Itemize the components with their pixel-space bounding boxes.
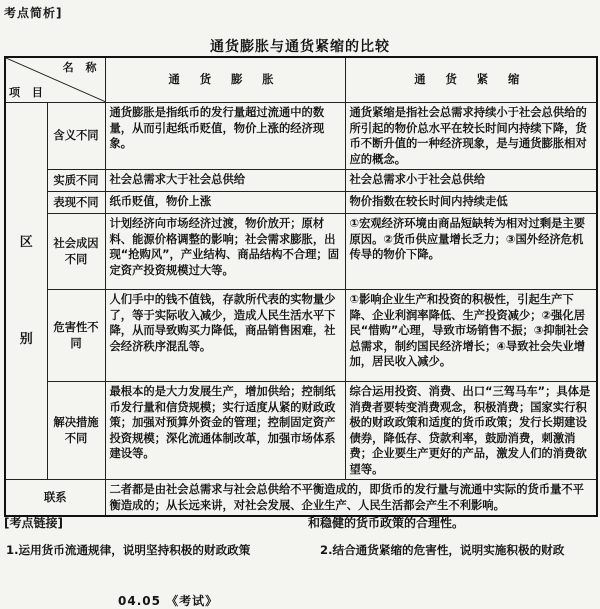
column-header-deflation: 通 货 紧 缩	[345, 57, 597, 103]
comparison-table	[4, 56, 598, 517]
inflation-cell: 最根本的是大力发展生产，增加供给；控制纸币发行量和信贷规模；实行适度从紧的财政政策；加强对预算外资金的管理；控制固定资产投资规模；深化流通体制改革，加强市场体系建设等。	[105, 382, 345, 480]
deflation-cell: 综合运用投资、消费、出口“三驾马车”；具体是消费者要转变消费观念，积极消费；国家实行积极的财政政策和适度的货币政策；发行长期建设债券，降低存、贷款利率，鼓励消费，刺激消费；企业要生产更好的产品，激发人们的消费欲望等。	[345, 382, 597, 480]
section-label: 考点简析]	[4, 6, 63, 20]
table-header-row	[5, 57, 597, 103]
deflation-cell: 物价指数在较长时间内持续走低	[345, 192, 597, 214]
row-label: 含义不同	[47, 103, 105, 170]
inflation-cell: 纸币贬值，物价上涨	[105, 192, 345, 214]
row-label: 实质不同	[47, 170, 105, 192]
table-row	[5, 103, 597, 170]
header-name: 名 称	[62, 61, 101, 74]
row-label: 危害性不同	[47, 290, 105, 382]
row-label: 解决措施不同	[47, 382, 105, 480]
inflation-cell: 人们手中的钱不值钱，存款所代表的实物量少了，等于实际收入减少，造成人民生活水平下降，从而导致购买力降低，商品销售困难，社会经济秩序混乱等。	[105, 290, 345, 382]
deflation-cell: 社会总需求小于社会总供给	[345, 170, 597, 192]
page-title: 通货膨胀与通货紧缩的比较	[210, 39, 390, 55]
table-row	[5, 290, 597, 382]
inflation-cell: 社会总需求大于社会总供给	[105, 170, 345, 192]
inflation-cell: 通货膨胀是指纸币的发行量超过流通中的数量，从而引起纸币贬值，物价上涨的经济现象。	[105, 103, 345, 170]
deflation-cell: ①宏观经济环境由商品短缺转为相对过剩是主要原因。②货币供应量增长乏力；③国外经济危机传导的物价下降。	[345, 214, 597, 290]
link-tail: 和稳健的货币政策的合理性。	[308, 516, 465, 530]
difference-category-cell	[5, 103, 47, 480]
row-label: 表现不同	[47, 192, 105, 214]
relation-text: 二者都是由社会总需求与社会总供给不平衡造成的，即货币的发行量与流通中实际的货币量不平衡造成的；从长远来讲，对社会发展、企业生产、人民生活都会产生不利影响。	[105, 480, 597, 517]
question-item: 2.结合通货紧缩的危害性，说明实施积极的财政	[320, 543, 565, 557]
header-item: 项 目	[9, 85, 47, 99]
difference-char: 别	[19, 332, 33, 347]
table-row	[5, 214, 597, 290]
header-corner-cell	[5, 57, 105, 103]
relation-row	[5, 480, 597, 517]
table-row	[5, 170, 597, 192]
footer-issue: 04.05 《考试》	[118, 594, 219, 608]
relation-label: 联系	[5, 480, 105, 517]
table-row	[5, 192, 597, 214]
link-label: [考点链接]	[4, 516, 63, 530]
deflation-cell: ①影响企业生产和投资的积极性，引起生产下降、企业利润率降低、生产投资减少；②强化居民“惜购”心理，导致市场销售不振；③抑制社会总需求，制约国民经济增长；④导致社会失业增加，居民收入减少。	[345, 290, 597, 382]
table-row	[5, 382, 597, 480]
deflation-cell: 通货紧缩是指社会总需求持续小于社会总供给的所引起的物价总水平在较长时间内持续下降，货币不断升值的一种经济现象，是与通货膨胀相对应的概念。	[345, 103, 597, 170]
difference-char: 区	[19, 234, 33, 250]
inflation-cell: 计划经济向市场经济过渡，物价放开；原材料、能源价格调整的影响；社会需求膨胀，出现“抢购风”，产业结构、商品结构不合理；固定资产投资规模过大等。	[105, 214, 345, 290]
question-item: 1.运用货币流通规律，说明坚持积极的财政政策	[6, 543, 251, 557]
column-header-inflation: 通 货 膨 胀	[105, 57, 345, 103]
row-label: 社会成因不同	[47, 214, 105, 290]
